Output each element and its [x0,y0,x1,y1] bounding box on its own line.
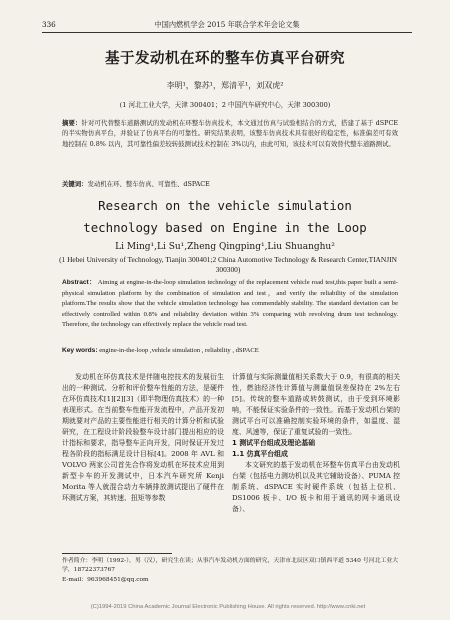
section-1-heading: 1 测试平台组成及理论基础 [232,439,315,447]
paper-title-en-line1: Research on the vehicle simulation [98,198,352,213]
keywords-en-text: engine-in-the-loop ,vehicle simulation , reliability , dSPACE [99,347,259,354]
abstract-cn-label: 摘要： [62,119,82,127]
abstract-cn-text: 针对可代替整车道路测试的发动机在环整车仿真技术，本文通过仿真与试验相结合的方式，搭建了基于 dSPCE 的半实物仿真平台，并验证了仿真平台的可靠性。研究结果表明，该整车仿真技术具有很好的稳定性，标准偏差可有效地控制在 0.8% 以内，其可靠性偏差较转鼓测试技术控制在 3%以内，由此可知，该技术可以有效替代整车道路测试。 [62,119,399,148]
author-footnote-email: E-mail：963968451@qq.com [62,576,149,583]
affiliation-en: (1 Hebei University of Technology, Tianjin 300401;2 China Automotive Technology & Research Center,TIANJIN 300300) [59,255,397,274]
intro-paragraph: 发动机在环仿真技术是伴随电控技术的发展衍生出的一种测试、分析和评价整车性能的方法，是硬件在环仿真技术[1][2][3]（即半物理仿真技术）的一种表现形式。在当前整车性能开发流程中，产品开发初期就要对产品的主要性能进行相关的计算分析和试验研究，在工程设计阶段验整车设计部门提出相应的设计指标和要求，指导整车正向开发，同时保证开发过程各阶段的指标满足设计目标[4]。2008 年 AVL 和 VOLVO 两家公司首先合作将发动机在环技术应用到新型卡车的开发测试中，日本汽车研究所 Kenji Morita 等人就混合动力车辆排放测试提出了硬件在环测试方案，其转速、扭矩等参数 [62,373,224,502]
running-header [42,16,412,33]
journal-name: 中国内燃机学会 2015 年联合学术年会论文集 [154,20,300,29]
abstract-en [62,278,398,331]
body-column-left [62,372,224,504]
paper-title-cn: 基于发动机在环的整车仿真平台研究 [105,51,345,67]
footnote-rule [62,553,172,554]
abstract-cn [62,118,398,149]
section-1-1-paragraph: 本文研究的基于发动机在环整车仿真平台由发动机台架（包括电力测功机以及其它辅助设备）、PUMA 控制系统、dSPACE 实时硬件系统（包括上位机、DS1006 板卡、I/O 板卡和用于通讯的网卡通讯设备）、 [232,461,400,513]
keywords-en [62,347,398,354]
authors-en: Li Ming¹,Li Su¹,Zheng Qingping¹,Liu Shuanghu² [115,242,335,252]
keywords-cn-label: 关键词： [62,180,88,188]
affiliation-cn: (1 河北工业大学，天津 300401；2 中国汽车研究中心，天津 300300) [119,101,331,109]
keywords-cn-text: 发动机在环、整车仿真、可靠性、dSPACE [87,180,210,188]
body-column-right [232,372,400,515]
paper-title-en [40,195,410,239]
authors-cn: 李明¹，黎苏¹，郑清平¹，刘双虎² [166,81,284,90]
author-footnote [62,557,408,585]
section-1-1-heading: 1.1 仿真平台组成 [232,450,288,458]
abstract-en-label: Abstract： [62,279,97,286]
page-number: 336 [42,20,56,29]
cnki-watermark-footer: (C)1994-2019 China Academic Journal Electronic Publishing House. All rights reserved. http://www.cnki.net [90,604,366,610]
intro-paragraph-cont: 计算值与实际测量值相关系数大于 0.9，有很高的相关性，燃油经济性计算值与测量值误差保持在 2%左右[5]。传统的整车道路或转鼓测试，由于受到环境影响，不能保证实验条件的一致性。而基于发动机台架的测试平台可以准确控制实验环境的条件，如温度、湿度、风速等，保证了重复试验的一致性。 [232,373,400,436]
keywords-cn [62,179,398,188]
keywords-en-label: Key words: [62,347,98,354]
abstract-en-text: Aiming at engine-in-the-loop simulation technology of the replacement vehicle road test,this paper built a semi-physical simulation platform by the combination of simulation and test，and verify the reliability of the simulation platform.The results show that the vehicle simulation technology has commendably stability. The standard deviation can be effectively controlled within 0.8% and reliability deviation within 3% comparing with revolving drum test technology. Therefore, the technology can effectively replace the vehicle road test. [62,279,398,329]
author-footnote-line1: 作者简介：李明（1992-），男（汉），研究生在读；从事汽车发动机方面的研究，天津市北辰区双口镇西平道 5340 号河北工业大学，18722373767 [62,558,399,574]
paper-title-en-line2: technology based on Engine in the Loop [83,220,367,235]
